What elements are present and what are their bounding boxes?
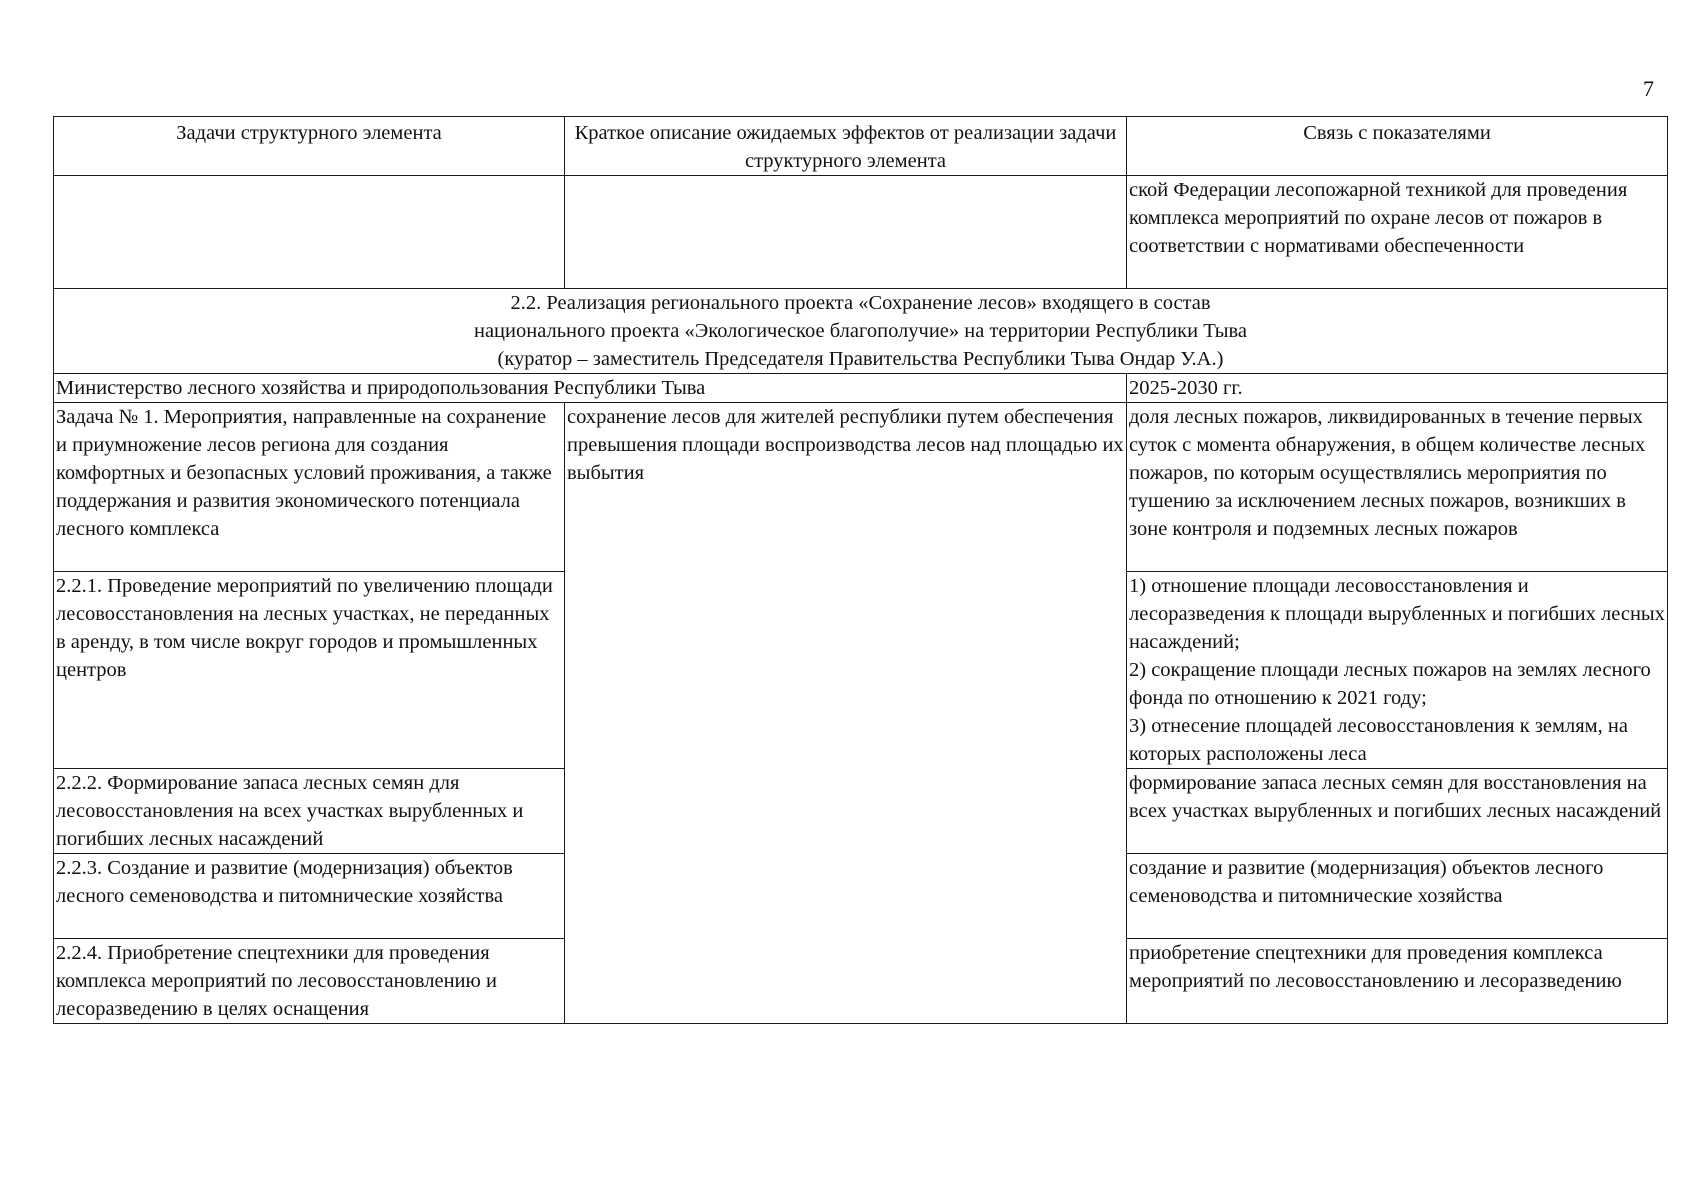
header-tasks: Задачи структурного элемента — [54, 117, 565, 176]
indicator-cell-4: создание и развитие (модернизация) объектов лесного семеноводства и питомнические хозяйства — [1127, 854, 1668, 939]
continuation-row — [54, 176, 1668, 289]
ministry-row — [54, 374, 1668, 403]
section-heading-line-1: 2.2. Реализация регионального проекта «Сохранение лесов» входящего в состав — [510, 292, 1211, 314]
task-cell-5: 2.2.4. Приобретение спецтехники для проведения комплекса мероприятий по лесовосстановлению и лесоразведению в целях оснащения — [54, 939, 565, 1024]
header-indicators: Связь с показателями — [1127, 117, 1668, 176]
indicator-cell-1: доля лесных пожаров, ликвидированных в течение первых суток с момента обнаружения, в общем количестве лесных пожаров, по которым осуществлялись мероприятия по тушению за исключением лесных пожаров, возникших в зоне контроля и подземных лесных пожаров — [1127, 403, 1668, 572]
section-heading-line-2: национального проекта «Экологическое благополучие» на территории Республики Тыва — [473, 320, 1248, 342]
continuation-task-cell — [54, 176, 565, 289]
task-cell-3: 2.2.2. Формирование запаса лесных семян для лесовосстановления на всех участках вырубленных и погибших лесных насаждений — [54, 769, 565, 854]
indicator-cell-2 — [1127, 572, 1668, 769]
indicator-item-3: 3) отнесение площадей лесовосстановления к землям, на которых расположены леса — [1129, 715, 1628, 765]
table-row — [54, 403, 1668, 572]
header-effects: Краткое описание ожидаемых эффектов от реализации задачи структурного элемента — [565, 117, 1127, 176]
section-heading-row — [54, 289, 1668, 374]
page-number: 7 — [1643, 76, 1654, 101]
effect-cell: сохранение лесов для жителей республики путем обеспечения превышения площади воспроизводства лесов над площадью их выбытия — [565, 403, 1127, 1024]
section-heading-line-3: (куратор – заместитель Председателя Правительства Республики Тыва Ондар У.А.) — [497, 348, 1224, 370]
task-cell-4: 2.2.3. Создание и развитие (модернизация) объектов лесного семеноводства и питомнические хозяйства — [54, 854, 565, 939]
indicator-cell-5: приобретение спецтехники для проведения комплекса мероприятий по лесовосстановлению и лесоразведению — [1127, 939, 1668, 1024]
task-cell-1: Задача № 1. Мероприятия, направленные на сохранение и приумножение лесов региона для создания комфортных и безопасных условий проживания, а также поддержания и развития экономического потенциала лесного комплекса — [54, 403, 565, 572]
indicator-cell-3: формирование запаса лесных семян для восстановления на всех участках вырубленных и погибших лесных насаждений — [1127, 769, 1668, 854]
tasks-table — [53, 116, 1668, 1024]
continuation-effect-cell — [565, 176, 1127, 289]
task-cell-2: 2.2.1. Проведение мероприятий по увеличению площади лесовосстановления на лесных участках, не переданных в аренду, в том числе вокруг городов и промышленных центров — [54, 572, 565, 769]
indicator-item-2: 2) сокращение площади лесных пожаров на землях лесного фонда по отношению к 2021 году; — [1129, 659, 1651, 709]
ministry-period: 2025-2030 гг. — [1127, 374, 1668, 403]
table-header-row — [54, 117, 1668, 176]
indicator-item-1: 1) отношение площади лесовосстановления и лесоразведения к площади вырубленных и погибших лесных насаждений; — [1129, 575, 1665, 653]
section-heading — [54, 289, 1668, 374]
continuation-indicator-cell: ской Федерации лесопожарной техникой для проведения комплекса мероприятий по охране лесов от пожаров в соответствии с нормативами обеспеченности — [1127, 176, 1668, 289]
ministry-name: Министерство лесного хозяйства и природопользования Республики Тыва — [54, 374, 1127, 403]
